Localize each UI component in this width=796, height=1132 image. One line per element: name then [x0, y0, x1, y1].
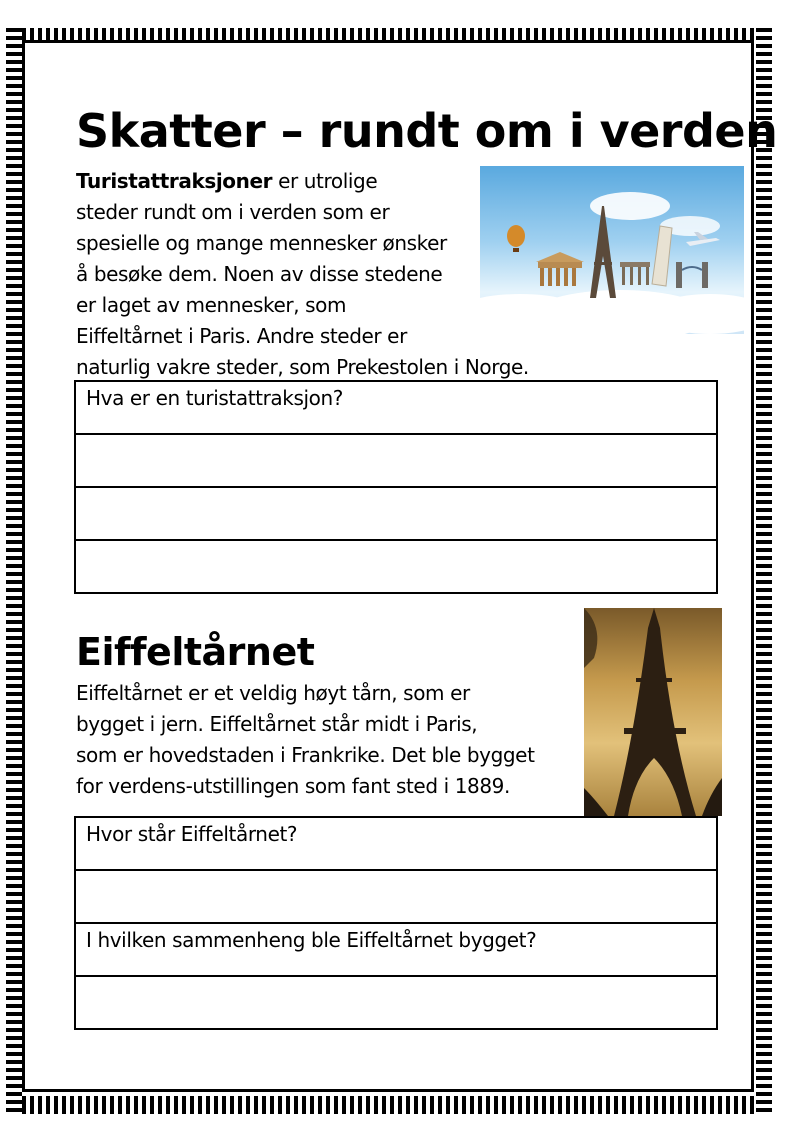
intro-line-1-text: er utrolige — [272, 169, 378, 193]
eiffel-line-4: for verdens-utstillingen som fant sted i 1889. — [76, 774, 510, 798]
border-right — [756, 28, 772, 1114]
table-row — [75, 817, 717, 870]
eiffel-tower-illustration — [584, 608, 722, 816]
intro-line-4: å besøke dem. Noen av disse stedene — [76, 262, 443, 286]
question-text: I hvilken sammenheng ble Eiffeltårnet bygget? — [86, 928, 537, 952]
bold-term: Turistattraksjoner — [76, 169, 273, 193]
question-cell — [75, 923, 717, 976]
landmarks-illustration — [480, 166, 744, 334]
eiffel-paragraph — [76, 678, 586, 802]
world-landmarks-image — [480, 166, 744, 334]
eiffel-line-1: Eiffeltårnet er et veldig høyt tårn, som er — [76, 681, 470, 705]
question-cell — [75, 381, 717, 434]
intro-line-3: spesielle og mange mennesker ønsker — [76, 231, 447, 255]
border-bottom — [6, 1096, 772, 1114]
answer-line[interactable] — [75, 434, 717, 487]
page-title: Skatter – rundt om i verden — [76, 104, 778, 158]
eiffel-line-2: bygget i jern. Eiffeltårnet står midt i Paris, — [76, 712, 478, 736]
answer-line[interactable] — [75, 976, 717, 1029]
eiffel-line-3: som er hovedstaden i Frankrike. Det ble bygget — [76, 743, 535, 767]
table-row — [75, 487, 717, 540]
question-table-1 — [74, 380, 718, 594]
answer-line[interactable] — [75, 870, 717, 923]
border-left — [6, 28, 22, 1114]
intro-line-5: er laget av mennesker, som — [76, 293, 347, 317]
table-row — [75, 870, 717, 923]
intro-line-6: Eiffeltårnet i Paris. Andre steder er — [76, 324, 407, 348]
table-row — [75, 434, 717, 487]
answer-line[interactable] — [75, 487, 717, 540]
answer-line[interactable] — [75, 540, 717, 593]
question-text: Hva er en turistattraksjon? — [86, 386, 343, 410]
section-heading: Eiffeltårnet — [76, 630, 315, 674]
table-row — [75, 976, 717, 1029]
table-row — [75, 381, 717, 434]
table-row — [75, 540, 717, 593]
intro-line-2: steder rundt om i verden som er — [76, 200, 390, 224]
intro-line-7: naturlig vakre steder, som Prekestolen i Norge. — [76, 355, 529, 379]
eiffel-tower-image — [584, 608, 722, 816]
question-text: Hvor står Eiffeltårnet? — [86, 822, 298, 846]
question-table-2 — [74, 816, 718, 1030]
question-cell — [75, 817, 717, 870]
table-row — [75, 923, 717, 976]
